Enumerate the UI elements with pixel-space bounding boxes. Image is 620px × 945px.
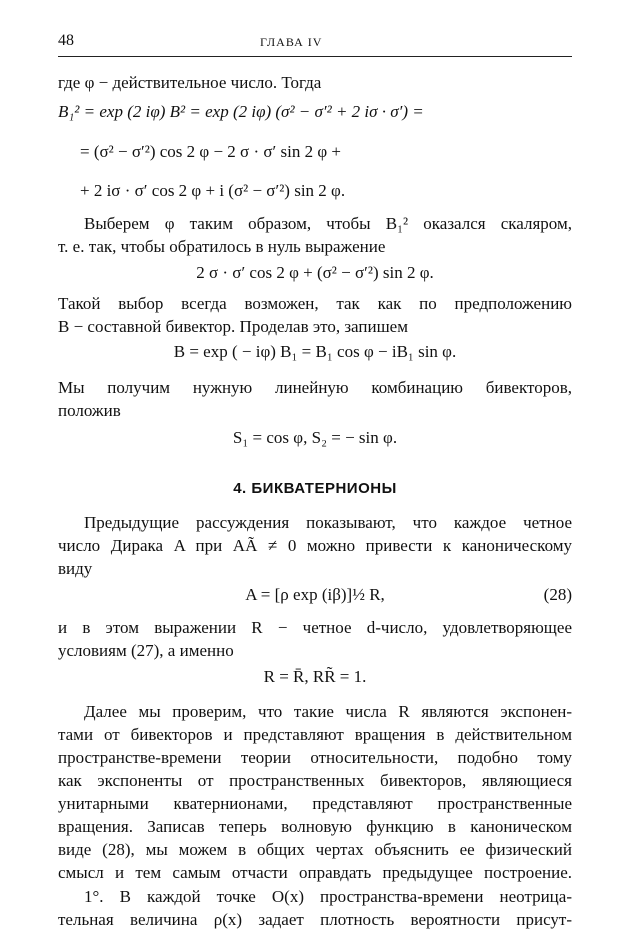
text-line: Такой выбор всегда возможен, так как по предположению [58, 294, 572, 313]
text-line: Предыдущие рассуждения показывают, что каждое четное [84, 513, 572, 532]
text-line: унитарными кватернионами, представляют пространственные [58, 794, 572, 813]
text-line: B − составной бивектор. Проделав это, запишем [58, 317, 408, 336]
text-line: положив [58, 401, 121, 420]
text-line: тами от бивекторов и представляют вращения в действительном [58, 725, 572, 744]
equation-number: (28) [543, 585, 572, 604]
equation-line: + 2 iσ · σ′ cos 2 φ + i (σ² − σ′²) sin 2 φ. [80, 181, 346, 200]
equation-line: B₁² = exp (2 iφ) B² = exp (2 iφ) (σ² − σ′² + 2 iσ · σ′) = [58, 102, 424, 121]
text-line: виде (28), мы можем в общих чертах объяснить ее физический [58, 840, 572, 859]
text-line: Мы получим нужную линейную комбинацию бивекторов, [58, 378, 572, 397]
text-line: тельная величина ρ(x) задает плотность вероятности присут- [58, 910, 572, 929]
text-line: Далее мы проверим, что такие числа R являются экспонен- [84, 702, 572, 721]
text-line: условиям (27), а именно [58, 641, 234, 660]
equation-line: = (σ² − σ′²) cos 2 φ − 2 σ · σ′ sin 2 φ + [80, 142, 341, 161]
equation-line: S₁ = cos φ, S₂ = − sin φ. [232, 428, 398, 447]
equation-line: R = R̄, RR̃ = 1. [263, 667, 367, 686]
running-head: ГЛАВА IV [260, 35, 323, 49]
text-line: пространстве-времени теории относительности, подобно тому [58, 748, 572, 767]
text-line: число Дирака A при AÃ ≠ 0 можно привести к каноническому [58, 536, 572, 555]
page-number: 48 [58, 32, 74, 49]
text-line: смысл и тем самым отчасти оправдать предыдущее построение. [58, 863, 572, 882]
text-line: и в этом выражении R − четное d-число, удовлетворяющее [58, 618, 572, 637]
equation-28: A = [ρ exp (iβ)]½ R, [245, 585, 385, 604]
text-line: где φ − действительное число. Тогда [58, 73, 322, 92]
section-heading: 4. БИКВАТЕРНИОНЫ [233, 480, 397, 497]
text-line: как экспоненты от пространственных бивекторов, являющиеся [58, 771, 572, 790]
header-rule [58, 56, 572, 57]
equation-line [58, 584, 572, 606]
text-line: Выберем φ таким образом, чтобы B₁² оказался скаляром, [84, 214, 572, 233]
text-line: вращения. Записав теперь волновую функцию в каноническом [58, 817, 572, 836]
equation-line: 2 σ · σ′ cos 2 φ + (σ² − σ′²) sin 2 φ. [196, 263, 434, 282]
equation-line: B = exp ( − iφ) B₁ = B₁ cos φ − iB₁ sin φ. [173, 342, 457, 361]
text-line: виду [58, 559, 93, 578]
text-line: т. е. так, чтобы обратилось в нуль выражение [58, 237, 386, 256]
text-line: 1°. В каждой точке O(x) пространства-времени неотрица- [84, 887, 572, 906]
